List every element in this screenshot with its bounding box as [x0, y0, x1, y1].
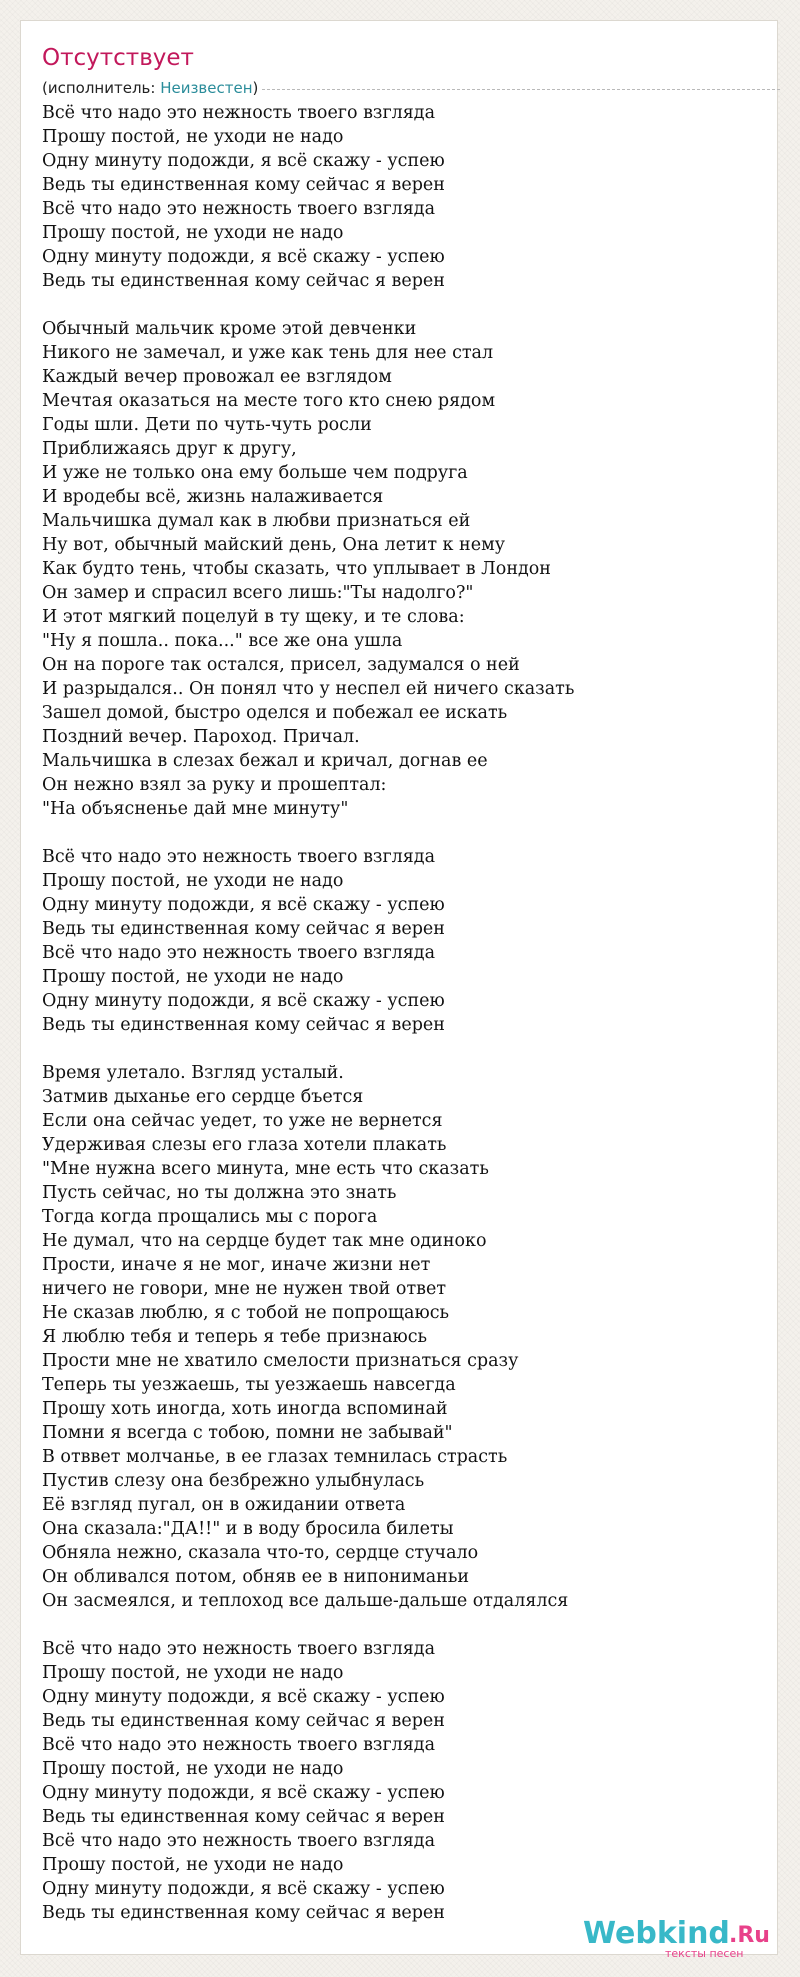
lyric-line: В отввет молчанье, в ее глазах темнилась страсть	[42, 1447, 508, 1467]
lyric-line: Всё что надо это нежность твоего взгляда	[42, 943, 435, 963]
lyric-line: Тогда когда прощались мы с порога	[42, 1207, 378, 1227]
lyric-line: Он на пороге так остался, присел, задумался о ней	[42, 655, 520, 675]
lyric-line: Никого не замечал, и уже как тень для нее стал	[42, 343, 494, 363]
lyric-line: Пусть сейчас, но ты должна это знать	[42, 1183, 397, 1203]
lyric-line: Он нежно взял за руку и прошептал:	[42, 775, 387, 795]
lyric-line: Всё что надо это нежность твоего взгляда	[42, 199, 435, 219]
lyric-line: Мечтая оказаться на месте того кто снею рядом	[42, 391, 496, 411]
logo-tagline: тексты песен	[665, 1947, 744, 1960]
lyric-line: Я люблю тебя и теперь я тебе признаюсь	[42, 1327, 428, 1347]
stanza-gap	[42, 1037, 762, 1061]
lyrics-card	[20, 20, 778, 1960]
lyric-line: Ведь ты единственная кому сейчас я верен	[42, 919, 445, 939]
lyric-line: Она сказала:"ДА!!" и в воду бросила билеты	[42, 1519, 454, 1539]
lyric-line: Прошу постой, не уходи не надо	[42, 127, 344, 147]
lyric-line: Он засмеялся, и теплоход все дальше-дальше отдалялся	[42, 1591, 569, 1611]
lyric-line: "На объясненье дай мне минуту"	[42, 799, 349, 819]
lyric-line: Прошу постой, не уходи не надо	[42, 1759, 344, 1779]
artist-link[interactable]: Неизвестен	[160, 79, 253, 97]
lyric-line: "Ну я пошла.. пока..." все же она ушла	[42, 631, 403, 651]
lyric-line: Прошу постой, не уходи не надо	[42, 223, 344, 243]
lyric-line: Прошу постой, не уходи не надо	[42, 871, 344, 891]
lyric-line: Ведь ты единственная кому сейчас я верен	[42, 271, 445, 291]
lyric-line: Не думал, что на сердце будет так мне одиноко	[42, 1231, 487, 1251]
lyric-line: И вродебы всё, жизнь налаживается	[42, 487, 384, 507]
lyric-line: Годы шли. Дети по чуть-чуть росли	[42, 415, 372, 435]
lyric-line: Прошу постой, не уходи не надо	[42, 967, 344, 987]
lyric-line: Одну минуту подожди, я всё скажу - успею	[42, 151, 445, 171]
lyric-line: Прошу постой, не уходи не надо	[42, 1855, 344, 1875]
lyric-line: Ну вот, обычный майский день, Она летит к нему	[42, 535, 505, 555]
lyric-line: Всё что надо это нежность твоего взгляда	[42, 103, 435, 123]
lyric-line: Её взгляд пугал, он в ожидании ответа	[42, 1495, 406, 1515]
lyric-line: Одну минуту подожди, я всё скажу - успею	[42, 1783, 445, 1803]
artist-suffix: )	[252, 79, 259, 97]
lyric-line: Каждый вечер провожал ее взглядом	[42, 367, 392, 387]
lyric-line: Одну минуту подожди, я всё скажу - успею	[42, 991, 445, 1011]
logo-tld: .Ru	[729, 1923, 770, 1948]
lyric-line: И уже не только она ему больше чем подруга	[42, 463, 468, 483]
lyric-line: И этот мягкий поцелуй в ту щеку, и те слова:	[42, 607, 465, 627]
lyric-line: Всё что надо это нежность твоего взгляда	[42, 1735, 435, 1755]
lyric-line: Приближаясь друг к другу,	[42, 439, 297, 459]
lyrics-body	[42, 101, 762, 1925]
webkind-logo[interactable]	[583, 1917, 795, 1961]
logo-brand: Webkind	[583, 1916, 730, 1951]
lyric-line: Прошу постой, не уходи не надо	[42, 1663, 344, 1683]
lyric-line: Одну минуту подожди, я всё скажу - успею	[42, 247, 445, 267]
lyric-line: Всё что надо это нежность твоего взгляда	[42, 847, 435, 867]
stanza-gap	[42, 293, 762, 317]
lyric-line: Время улетало. Взгляд усталый.	[42, 1063, 344, 1083]
lyric-line: ничего не говори, мне не нужен твой ответ	[42, 1279, 447, 1299]
lyric-line: "Мне нужна всего минута, мне есть что сказать	[42, 1159, 489, 1179]
lyric-line: Обычный мальчик кроме этой девченки	[42, 319, 417, 339]
song-title: Отсутствует	[42, 45, 194, 71]
lyric-line: Обняла нежно, сказала что-то, сердце стучало	[42, 1543, 479, 1563]
lyric-line: Прости мне не хватило смелости признаться сразу	[42, 1351, 519, 1371]
lyric-line: Не сказав люблю, я с тобой не попрощаюсь	[42, 1303, 450, 1323]
lyric-line: Мальчишка думал как в любви признаться ей	[42, 511, 471, 531]
lyric-line: Ведь ты единственная кому сейчас я верен	[42, 1711, 445, 1731]
artist-line	[42, 78, 262, 98]
lyric-line: Удерживая слезы его глаза хотели плакать	[42, 1135, 447, 1155]
artist-prefix: (исполнитель:	[42, 79, 161, 97]
stanza-gap	[42, 1613, 762, 1637]
lyric-line: Одну минуту подожди, я всё скажу - успею	[42, 1687, 445, 1707]
lyric-line: Всё что надо это нежность твоего взгляда	[42, 1831, 435, 1851]
lyric-line: Ведь ты единственная кому сейчас я верен	[42, 1903, 445, 1923]
lyric-line: Теперь ты уезжаешь, ты уезжаешь навсегда	[42, 1375, 456, 1395]
lyric-line: Если она сейчас уедет, то уже не вернется	[42, 1111, 443, 1131]
lyric-line: Зашел домой, быстро оделся и побежал ее искать	[42, 703, 508, 723]
lyric-line: И разрыдался.. Он понял что у неспел ей ничего сказать	[42, 679, 575, 699]
lyric-line: Одну минуту подожди, я всё скажу - успею	[42, 1879, 445, 1899]
lyric-line: Ведь ты единственная кому сейчас я верен	[42, 175, 445, 195]
lyric-line: Поздний вечер. Пароход. Причал.	[42, 727, 360, 747]
lyric-line: Мальчишка в слезах бежал и кричал, догнав ее	[42, 751, 488, 771]
lyric-line: Как будто тень, чтобы сказать, что уплывает в Лондон	[42, 559, 551, 579]
lyric-line: Он замер и спрасил всего лишь:"Ты надолго?"	[42, 583, 474, 603]
lyric-line: Одну минуту подожди, я всё скажу - успею	[42, 895, 445, 915]
lyric-line: Прости, иначе я не мог, иначе жизни нет	[42, 1255, 431, 1275]
stanza-gap	[42, 821, 762, 845]
lyric-line: Ведь ты единственная кому сейчас я верен	[42, 1015, 445, 1035]
lyric-line: Помни я всегда с тобою, помни не забывай"	[42, 1423, 453, 1443]
lyric-line: Пустив слезу она безбрежно улыбнулась	[42, 1471, 425, 1491]
lyric-line: Прошу хоть иногда, хоть иногда вспоминай	[42, 1399, 448, 1419]
lyric-line: Он обливался потом, обняв ее в нипониманьи	[42, 1567, 470, 1587]
lyric-line: Всё что надо это нежность твоего взгляда	[42, 1639, 435, 1659]
lyric-line: Ведь ты единственная кому сейчас я верен	[42, 1807, 445, 1827]
lyric-line: Затмив дыханье его сердце бъется	[42, 1087, 364, 1107]
